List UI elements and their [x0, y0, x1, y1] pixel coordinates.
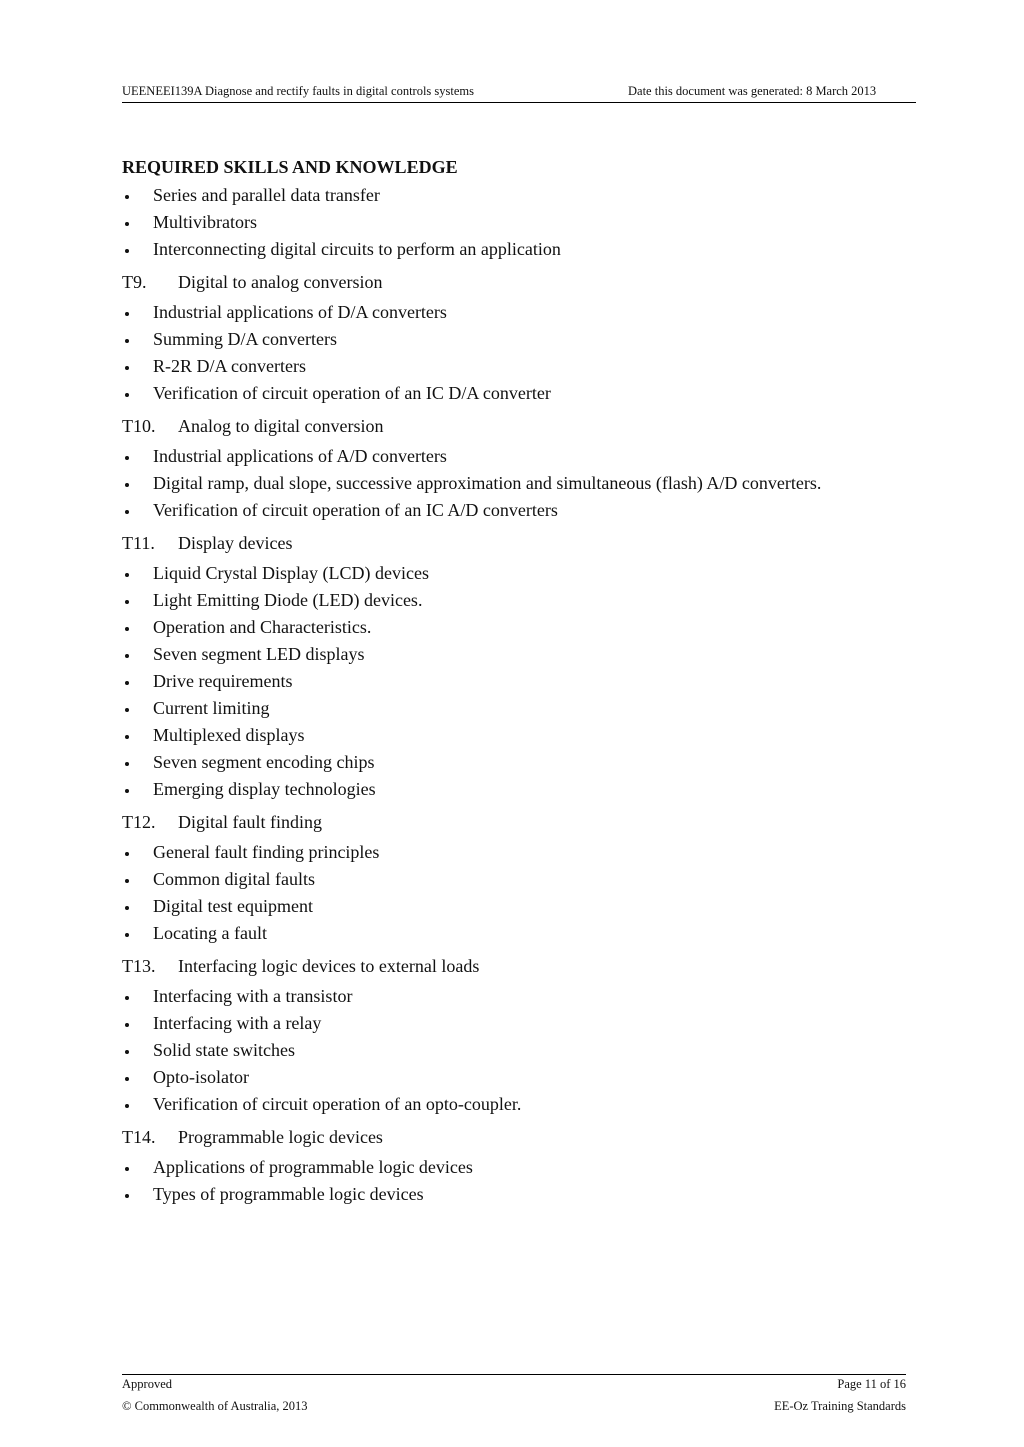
topic-heading [122, 526, 882, 560]
topic-title: Interfacing logic devices to external loads [178, 956, 480, 976]
footer-approved: Approved [122, 1377, 172, 1391]
list-item: R-2R D/A converters [122, 355, 882, 378]
list-item: Interfacing with a relay [122, 1012, 882, 1035]
topic-title: Display devices [178, 533, 293, 553]
topic-list [122, 562, 882, 801]
section-title: REQUIRED SKILLS AND KNOWLEDGE [122, 157, 458, 177]
topic-title: Programmable logic devices [178, 1127, 383, 1147]
topic-title: Digital fault finding [178, 812, 322, 832]
list-item: Opto-isolator [122, 1066, 882, 1089]
document-body [122, 150, 882, 1210]
list-item: Seven segment LED displays [122, 643, 882, 666]
list-item: Digital ramp, dual slope, successive approximation and simultaneous (flash) A/D converters. [122, 472, 882, 495]
header-generated-date: Date this document was generated: 8 March 2013 [628, 84, 877, 98]
topic-list [122, 1156, 882, 1206]
list-item: Industrial applications of D/A converters [122, 301, 882, 324]
topic-heading [122, 265, 882, 299]
page-header [122, 84, 916, 103]
list-item: Drive requirements [122, 670, 882, 693]
footer-page-number: Page 11 of 16 [837, 1377, 906, 1391]
topic-heading [122, 949, 882, 983]
header-unit-title: UEENEEI139A Diagnose and rectify faults in digital controls systems [122, 84, 475, 98]
list-item: Seven segment encoding chips [122, 751, 882, 774]
list-item: Types of programmable logic devices [122, 1183, 882, 1206]
topic-list [122, 301, 882, 405]
list-item: Applications of programmable logic devices [122, 1156, 882, 1179]
list-item: Common digital faults [122, 868, 882, 891]
topic-number: T14. [122, 1127, 156, 1147]
list-item: Interfacing with a transistor [122, 985, 882, 1008]
topic-title: Analog to digital conversion [178, 416, 384, 436]
footer-publisher: EE-Oz Training Standards [774, 1399, 906, 1413]
list-item: Operation and Characteristics. [122, 616, 882, 639]
list-item: Series and parallel data transfer [122, 184, 882, 207]
list-item: Verification of circuit operation of an IC A/D converters [122, 499, 882, 522]
intro-list [122, 184, 882, 261]
topics-container [122, 265, 882, 1206]
list-item: Summing D/A converters [122, 328, 882, 351]
list-item: Industrial applications of A/D converters [122, 445, 882, 468]
topic-list [122, 445, 882, 522]
list-item: Verification of circuit operation of an IC D/A converter [122, 382, 882, 405]
topic-number: T13. [122, 956, 156, 976]
topic-number: T11. [122, 533, 155, 553]
topic-number: T9. [122, 272, 147, 292]
list-item: Liquid Crystal Display (LCD) devices [122, 562, 882, 585]
topic-heading [122, 1120, 882, 1154]
list-item: Multivibrators [122, 211, 882, 234]
topic-number: T10. [122, 416, 156, 436]
list-item: Verification of circuit operation of an opto-coupler. [122, 1093, 882, 1116]
topic-list [122, 985, 882, 1116]
topic-heading [122, 805, 882, 839]
list-item: Solid state switches [122, 1039, 882, 1062]
footer-copyright: © Commonwealth of Australia, 2013 [122, 1399, 308, 1413]
list-item: General fault finding principles [122, 841, 882, 864]
page-footer [122, 1374, 906, 1423]
list-item: Interconnecting digital circuits to perform an application [122, 238, 882, 261]
list-item: Locating a fault [122, 922, 882, 945]
topic-title: Digital to analog conversion [178, 272, 383, 292]
topic-list [122, 841, 882, 945]
list-item: Current limiting [122, 697, 882, 720]
list-item: Emerging display technologies [122, 778, 882, 801]
list-item: Light Emitting Diode (LED) devices. [122, 589, 882, 612]
list-item: Digital test equipment [122, 895, 882, 918]
topic-heading [122, 409, 882, 443]
topic-number: T12. [122, 812, 156, 832]
list-item: Multiplexed displays [122, 724, 882, 747]
